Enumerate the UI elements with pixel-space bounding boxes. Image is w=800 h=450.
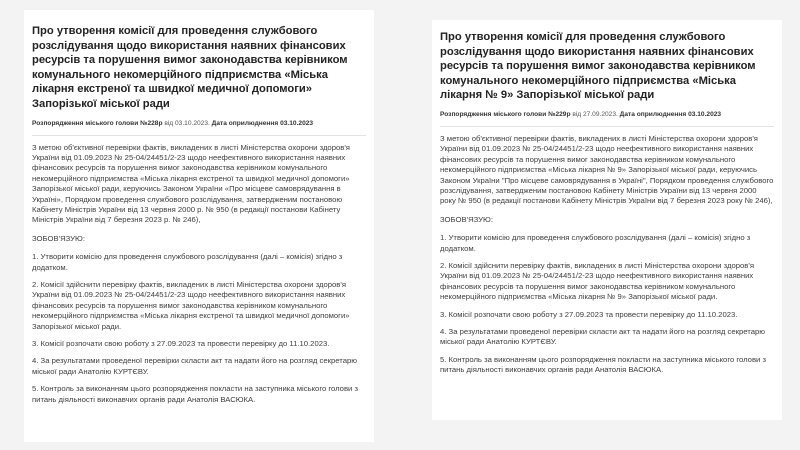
document-meta xyxy=(440,110,774,119)
order-item: 1. Утворити комісію для проведення службового розслідування (далі – комісія) згідно з додатком. xyxy=(32,252,343,272)
oblige-heading: ЗОБОВ'ЯЗУЮ: xyxy=(440,214,493,224)
right-document-body xyxy=(432,20,782,376)
order-item: 4. За результатами проведеної перевірки скласти акт та надати його на розгляд секретарю міської ради Анатолію КУРТЄВУ. xyxy=(440,327,766,347)
left-document-panel xyxy=(24,10,374,442)
order-item: 4. За результатами проведеної перевірки скласти акт та надати його на розгляд секретарю міської ради Анатолію КУРТЄВУ. xyxy=(32,356,358,376)
order-items xyxy=(440,233,774,375)
order-date: від 27.09.2023. xyxy=(572,110,618,118)
order-date: від 03.10.2023. xyxy=(164,119,210,127)
document-meta xyxy=(32,119,366,128)
divider xyxy=(32,135,366,136)
document-title: Про утворення комісії для проведення службового розслідування щодо використання наявних фінансових ресурсів та порушення вимог законодавства керівником комунального некомерційного підприємства «Міська лікарня № 9» Запорізької міської ради xyxy=(440,31,756,102)
intro-paragraph: З метою об'єктивної перевірки фактів, викладених в листі Міністерства охорони здоров'я України від 01.09.2023 № 25-04/24451/2-23 щодо неефективного використання наявних фінансових ресурсів та порушення вимог законодавства керівником комунального некомерційного підприємства «Міська лікарня екстреної та швидкої медичної допомоги» Запорізької міської ради, керуючись Законом України «Про місцеве самоврядування в Україні», Порядком проведення службового розслідування, затвердженим постановою Кабінету Міністрів України від 13 червня 2000 р. № 950 (в редакції постанови Кабінету Міністрів України від 7 березня 2023 р. № 246), xyxy=(32,142,350,225)
order-item: 2. Комісії здійснити перевірку фактів, викладених в листі Міністерства охорони здоров'я України від 01.09.2023 № 25-04/24451/2-23 щодо неефективного використання наявних фінансових ресурсів та порушення вимог законодавства керівником комунального некомерційного підприємства «Міська лікарня екстреної та швидкої медичної допомоги» Запорізької міської ради. xyxy=(32,280,350,331)
publication-date: 03.10.2023 xyxy=(688,110,722,118)
intro-paragraph: З метою об'єктивної перевірки фактів, викладених в листі Міністерства охорони здоров'я України від 01.09.2023 № 25-04/24451/2-23 щодо неефективного використання наявних фінансових ресурсів та порушення вимог законодавства керівником комунального некомерційного підприємства «Міська лікарня № 9» Запорізької міської ради, керуючись Законом України "Про місцеве самоврядування в Україні", Порядком проведення службового розслідування, затвердженим постановою Кабінету Міністрів України від 13 червня 2000 року № 950 (в редакції постанови Кабінету Міністрів України від 7 березня 2023 року № 246), xyxy=(440,133,774,206)
publication-label: Дата оприлюднення xyxy=(619,110,687,118)
right-document-panel xyxy=(432,20,782,420)
order-items xyxy=(32,252,366,405)
publication-label: Дата оприлюднення xyxy=(211,119,279,127)
order-number: Розпорядження міського голови №229р xyxy=(440,110,571,118)
order-item: 3. Комісії розпочати свою роботу з 27.09.2023 та провести перевірку до 11.10.2023. xyxy=(440,309,738,319)
divider xyxy=(440,126,774,127)
publication-date: 03.10.2023 xyxy=(280,119,314,127)
order-item: 2. Комісії здійснити перевірку фактів, викладених в листі Міністерства охорони здоров'я України від 01.09.2023 № 25-04/24451/2-23 щодо неефективного використання наявних фінансових ресурсів та порушення вимог законодавства керівником комунального некомерційного підприємства «Міська лікарня № 9» Запорізької міської ради. xyxy=(440,261,754,302)
left-document-body xyxy=(24,10,374,405)
document-title: Про утворення комісії для проведення службового розслідування щодо використання наявних фінансових ресурсів та порушення вимог законодавства керівником комунального некомерційного підприємства «Міська лікарня екстреної та швидкої медичної допомоги» Запорізької міської ради xyxy=(32,25,348,110)
oblige-heading: ЗОБОВ'ЯЗУЮ: xyxy=(32,233,85,243)
order-number: Розпорядження міського голови №228р xyxy=(32,119,163,127)
order-item: 5. Контроль за виконанням цього розпорядження покласти на заступника міського голови з питань діяльності виконавчих органів ради Анатолія ВАСЮКА. xyxy=(440,354,766,375)
order-item: 1. Утворити комісію для проведення службового розслідування (далі – комісія) згідно з додатком. xyxy=(440,233,751,253)
order-item: 3. Комісії розпочати свою роботу з 27.09.2023 та провести перевірку до 11.10.2023. xyxy=(32,339,330,349)
order-item: 5. Контроль за виконанням цього розпорядження покласти на заступника міського голови з питань діяльності виконавчих органів ради Анатолія ВАСЮКА. xyxy=(32,384,358,404)
